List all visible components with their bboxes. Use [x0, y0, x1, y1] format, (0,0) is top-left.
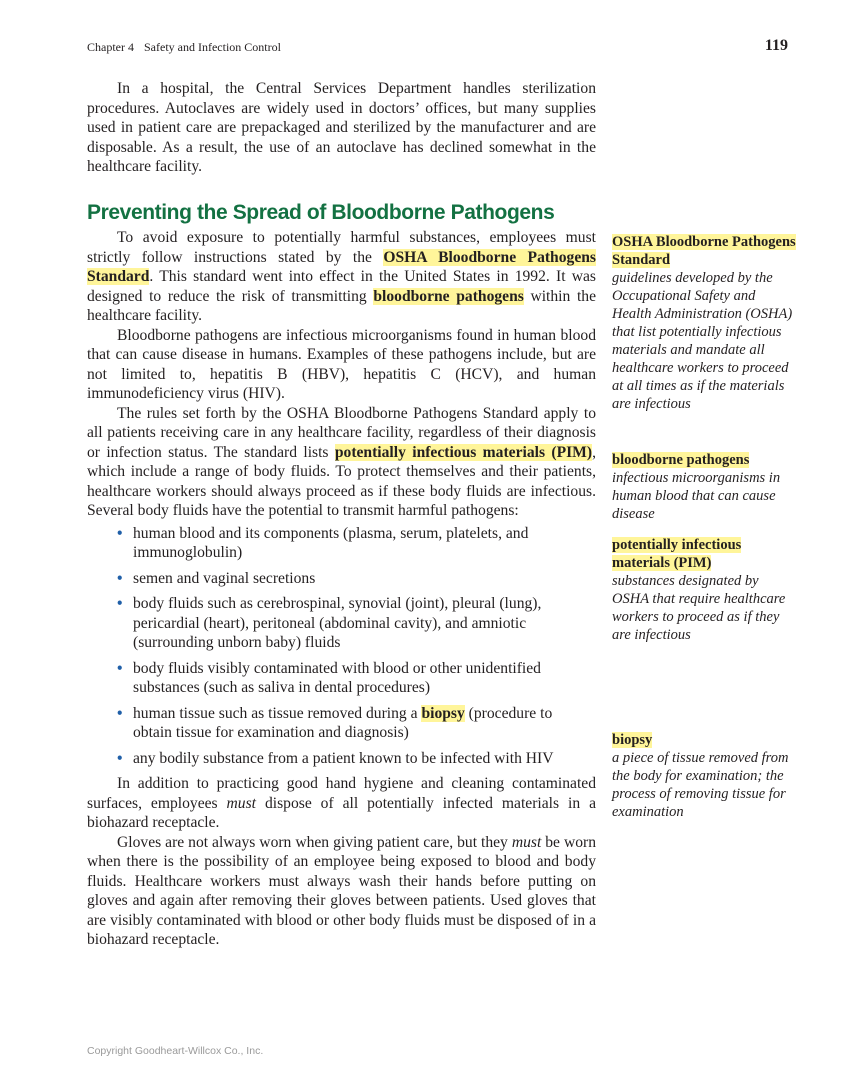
- glossary-definition: a piece of tissue removed from the body for examination; the process of removing tissue for examination: [612, 750, 789, 820]
- glossary-definition: guidelines developed by the Occupational Safety and Health Administration (OSHA) that list potentially infectious materials and mandate all healthcare workers to proceed at all times as if the materials are infectious: [612, 270, 793, 412]
- text: In addition to practicing good hand hygiene and cleaning contaminated surfaces, employees: [87, 775, 596, 812]
- paragraph: [87, 833, 596, 950]
- glossary-definition: substances designated by OSHA that require healthcare workers to proceed as if they are infectious: [612, 573, 786, 643]
- text: The rules set forth by the OSHA Bloodborne Pathogens Standard apply to all patients receiving care in any healthcare facility, regardless of their diagnosis or infection status. The standard lists: [87, 404, 596, 461]
- list-item: [87, 594, 596, 653]
- bullet-icon: •: [117, 749, 123, 767]
- text: (procedure to obtain tissue for examination and diagnosis): [133, 704, 553, 741]
- glossary-term: potentially infectious materials (PIM): [612, 537, 742, 571]
- text: within the healthcare facility.: [87, 287, 596, 324]
- key-term: OSHA Bloodborne Pathogens Standard: [87, 248, 596, 285]
- list-item: [87, 569, 596, 589]
- paragraph: [87, 774, 596, 833]
- list-item: [87, 524, 596, 563]
- glossary-note: [612, 233, 797, 413]
- copyright: Copyright Goodheart-Willcox Co., Inc.: [87, 1045, 264, 1057]
- glossary-term: biopsy: [612, 732, 653, 748]
- glossary-term: bloodborne pathogens: [612, 452, 750, 468]
- list-item: [87, 704, 596, 743]
- page-number: 119: [764, 37, 788, 54]
- bullet-icon: •: [117, 569, 123, 587]
- text: To avoid exposure to potentially harmful substances, employees must strictly follow instructions stated by the: [87, 229, 596, 266]
- text: body fluids visibly contaminated with blood or other unidentified substances (such as saliva in dental procedures): [133, 659, 541, 696]
- bullet-icon: •: [117, 524, 123, 542]
- key-term: potentially infectious materials (PIM): [334, 443, 593, 461]
- glossary-definition: infectious microorganisms in human blood that can cause disease: [612, 470, 781, 522]
- glossary-note: [612, 536, 797, 644]
- text: be worn when there is the possibility of an employee being exposed to blood and body fluids. Healthcare workers must always wash their hands before putting on gloves and again after removing their gloves between patients. Used gloves that are visibly contaminated with blood or other body fluids must be disposed of in a biohazard receptacle.: [87, 833, 596, 948]
- text: human blood and its components (plasma, serum, platelets, and immunoglobulin): [133, 524, 529, 561]
- text: . This standard went into effect in the United States in 1992. It was designed to reduce the risk of transmitting: [87, 268, 596, 305]
- key-term: biopsy: [421, 704, 465, 722]
- section-heading: Preventing the Spread of Bloodborne Pathogens: [87, 200, 555, 224]
- text: , which include a range of body fluids. To protect themselves and their patients, healthcare workers should always proceed as if these body fluids are infectious. Several body fluids have the potential to transmit harmful pathogens:: [87, 443, 596, 519]
- bullet-icon: •: [117, 704, 123, 722]
- list-item: [87, 659, 596, 698]
- intro-paragraph: In a hospital, the Central Services Department handles sterilization procedures. Autoclaves are widely used in doctors’ offices, but many supplies used in patient care are prepackaged and sterilized by the manufacturer and are disposable. As a result, the use of an autoclave has declined somewhat in the healthcare facility.: [87, 80, 596, 175]
- main-text: [87, 79, 596, 950]
- text: any bodily substance from a patient known to be infected with HIV: [133, 749, 554, 767]
- chapter-number: Chapter 4: [87, 40, 134, 54]
- text: semen and vaginal secretions: [133, 569, 316, 587]
- chapter-title: Safety and Infection Control: [144, 40, 281, 54]
- text: body fluids such as cerebrospinal, synovial (joint), pleural (lung), pericardial (heart), peritoneal (abdominal cavity), and amniotic (surrounding unborn baby) fluids: [133, 595, 542, 651]
- text: dispose of all potentially infected materials in a biohazard receptacle.: [87, 794, 596, 831]
- emphasis: must: [511, 833, 542, 851]
- glossary-term: OSHA Bloodborne Pathogens Standard: [612, 234, 796, 268]
- paragraph: [87, 404, 596, 521]
- bullet-icon: •: [117, 595, 123, 612]
- text: Gloves are not always worn when giving patient care, but they: [117, 833, 512, 851]
- glossary-note: [612, 451, 797, 523]
- emphasis: must: [226, 794, 257, 812]
- bullet-list: [87, 524, 596, 769]
- bullet-icon: •: [117, 659, 123, 677]
- paragraph: [87, 228, 596, 326]
- key-term: bloodborne pathogens: [373, 287, 524, 305]
- running-header: [87, 40, 281, 55]
- glossary-note: [612, 731, 797, 821]
- paragraph: Bloodborne pathogens are infectious microorganisms found in human blood that can cause disease in humans. Examples of these pathogens include, but are not limited to, hepatitis B (HBV), hepatitis C (HCV), and human immunodeficiency virus (HIV).: [87, 326, 596, 402]
- list-item: [87, 749, 596, 769]
- text: human tissue such as tissue removed during a: [133, 704, 422, 722]
